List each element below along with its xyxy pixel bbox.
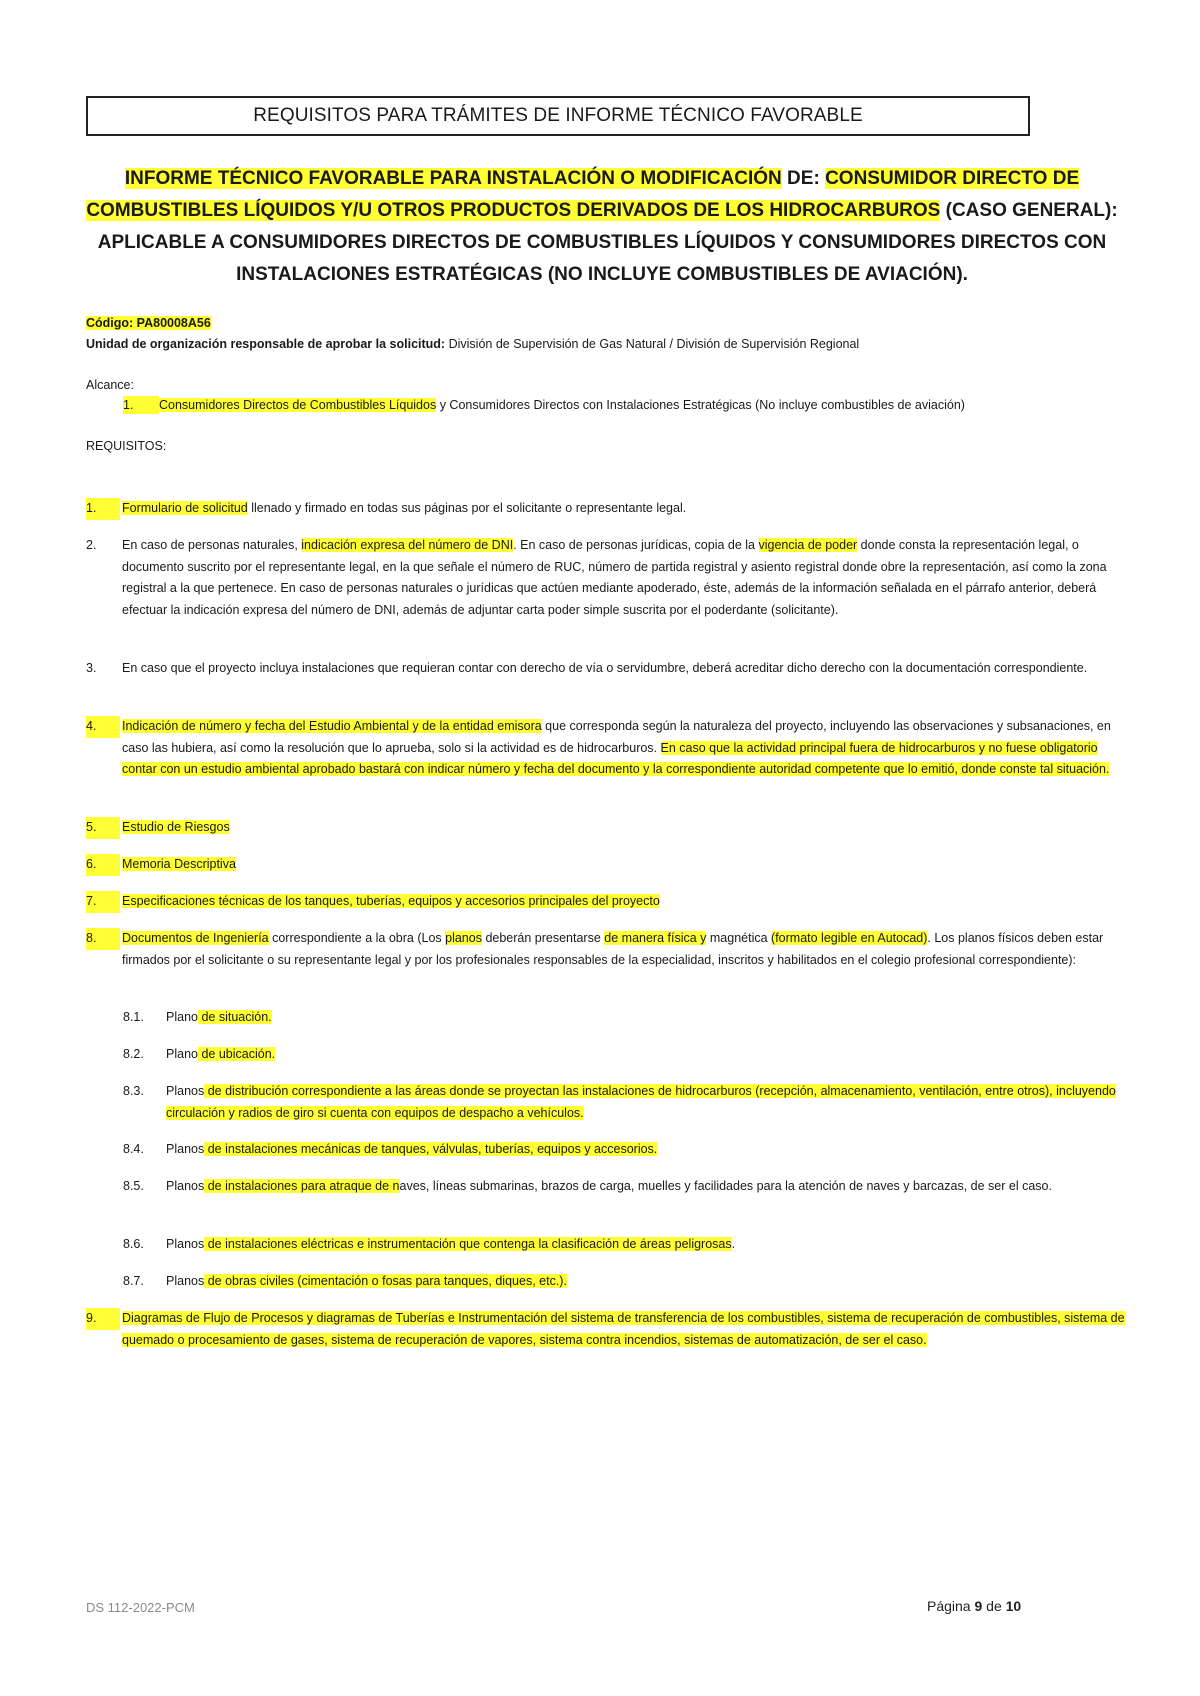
req-6-text: Memoria Descriptiva bbox=[122, 857, 236, 871]
sub-number: 8.2. bbox=[123, 1047, 144, 1061]
sub-requirement-8-1 bbox=[123, 1007, 1123, 1029]
sub-requirement-8-2 bbox=[123, 1044, 1123, 1066]
sub-number: 8.6. bbox=[123, 1237, 144, 1251]
sub-number: 8.4. bbox=[123, 1142, 144, 1156]
title-part-4: (CASO GENERAL): APLICABLE A CONSUMIDORES DIRECTOS DE COMBUSTIBLES LÍQUIDOS Y CONSUMIDORES DIRECTOS CON INSTALACIONES ESTRATÉGICAS (NO INCLUYE COMBUSTIBLES DE AVIACIÓN). bbox=[97, 200, 1118, 285]
req-2-text-e: donde consta la representación legal, o documento suscrito por el representante legal, en la que señale el número de RUC, número de partida registral y asiento registral donde obre la representación, así como la zona registral a la que pertenece. En caso de personas naturales o jurídicas que actúen mediante apoderado, éste, además de la información señalada en el párrafo anterior, deberá efectuar la indicación expresa del número de DNI, además de adjuntar carta poder simple suscrita por el poderdante (solicitante). bbox=[122, 538, 1107, 617]
req-8-highlight-planos: planos bbox=[445, 931, 482, 945]
requisitos-label: REQUISITOS: bbox=[86, 439, 167, 453]
footer-current-page: 9 bbox=[974, 1598, 983, 1614]
sub-8-1-highlight: de situación. bbox=[197, 1010, 272, 1024]
requirement-4 bbox=[86, 716, 1126, 781]
sub-requirement-8-3 bbox=[123, 1081, 1123, 1124]
sub-requirement-8-4 bbox=[123, 1139, 1123, 1161]
sub-8-4-a: Planos bbox=[166, 1142, 205, 1156]
sub-number: 8.1. bbox=[123, 1010, 144, 1024]
req-number: 8. bbox=[86, 928, 120, 950]
req-number: 4. bbox=[86, 716, 120, 738]
requirement-6 bbox=[86, 854, 1126, 876]
sub-8-6-c: . bbox=[731, 1237, 736, 1251]
req-3-text: En caso que el proyecto incluya instalaciones que requieran contar con derecho de vía o servidumbre, deberá acreditar dicho derecho con la documentación correspondiente. bbox=[122, 661, 1088, 675]
req-8-text-h: . Los planos físicos deben estar firmados por el solicitante o su representante legal y por los profesionales responsables de la especialidad, inscritos y habilitados en el colegio profesional correspondiente): bbox=[122, 931, 1104, 967]
req-number: 1. bbox=[86, 498, 120, 520]
req-number: 2. bbox=[86, 538, 97, 552]
sub-requirement-8-6 bbox=[123, 1234, 1123, 1256]
sub-8-5-a: Planos bbox=[166, 1179, 205, 1193]
req-4-text-b: que corresponda según la naturaleza del proyecto, incluyendo las observaciones y subsanaciones, en caso las hubiera, así como la resolución que lo aprueba, solo si la actividad es de hidrocarburos. bbox=[122, 719, 1111, 755]
req-number: 6. bbox=[86, 854, 120, 876]
req-number: 9. bbox=[86, 1308, 120, 1330]
req-2-highlight-dni: indicación expresa del número de DNI bbox=[301, 538, 514, 552]
req-5-text: Estudio de Riesgos bbox=[122, 820, 230, 834]
alcance-num: 1. bbox=[123, 396, 159, 414]
sub-8-5-highlight: de instalaciones para atraque de n bbox=[204, 1179, 400, 1193]
page-header-box bbox=[86, 96, 1030, 136]
req-4-highlight-a: Indicación de número y fecha del Estudio Ambiental y de la entidad emisora bbox=[122, 719, 542, 733]
requirement-7 bbox=[86, 891, 1126, 913]
req-8-text-b: correspondiente a la obra (Los bbox=[268, 931, 446, 945]
req-8-text-f: magnética bbox=[706, 931, 772, 945]
main-title bbox=[80, 163, 1124, 291]
unidad-line bbox=[86, 335, 859, 353]
sub-number: 8.5. bbox=[123, 1179, 144, 1193]
sub-8-6-a: Planos bbox=[166, 1237, 205, 1251]
req-2-text-a: En caso de personas naturales, bbox=[122, 538, 302, 552]
alcance-item bbox=[123, 396, 1123, 414]
sub-requirement-8-7 bbox=[123, 1271, 1123, 1293]
req-2-text-c: . En caso de personas jurídicas, copia de la bbox=[513, 538, 759, 552]
req-8-highlight-autocad: (formato legible en Autocad) bbox=[771, 931, 928, 945]
req-number: 7. bbox=[86, 891, 120, 913]
requirement-2 bbox=[86, 535, 1126, 621]
requirement-3 bbox=[86, 658, 1126, 680]
req-1-highlight: Formulario de solicitud bbox=[122, 501, 248, 515]
req-8-text-d: deberán presentarse bbox=[481, 931, 605, 945]
title-part-2: DE: bbox=[781, 168, 826, 189]
requirement-5 bbox=[86, 817, 1126, 839]
header-title: REQUISITOS PARA TRÁMITES DE INFORME TÉCNICO FAVORABLE bbox=[253, 105, 863, 126]
footer-page-word: Página bbox=[927, 1598, 975, 1614]
title-part-3: CONSUMIDOR DIRECTO DE COMBUSTIBLES LÍQUIDOS Y/U OTROS PRODUCTOS DERIVADOS DE LOS HIDROCARBUROS bbox=[86, 168, 1080, 221]
footer-page-number bbox=[927, 1598, 1021, 1614]
sub-requirement-8-5 bbox=[123, 1176, 1123, 1198]
footer-of-word: de bbox=[982, 1598, 1006, 1614]
req-1-rest: llenado y firmado en todas sus páginas por el solicitante o representante legal. bbox=[247, 501, 687, 515]
req-2-highlight-poder: vigencia de poder bbox=[758, 538, 858, 552]
requirement-9 bbox=[86, 1308, 1126, 1351]
unidad-value: División de Supervisión de Gas Natural / División de Supervisión Regional bbox=[445, 337, 860, 351]
codigo: Código: PA80008A56 bbox=[86, 316, 211, 330]
sub-8-1-a: Plano bbox=[166, 1010, 198, 1024]
req-8-highlight-a: Documentos de Ingeniería bbox=[122, 931, 269, 945]
requirement-1 bbox=[86, 498, 1126, 520]
sub-number: 8.3. bbox=[123, 1084, 144, 1098]
sub-8-2-highlight: de ubicación. bbox=[197, 1047, 276, 1061]
footer-total-pages: 10 bbox=[1005, 1598, 1022, 1614]
requirement-8 bbox=[86, 928, 1126, 971]
sub-8-5-c: aves, líneas submarinas, brazos de carga, muelles y facilidades para la atención de naves y barcazas, de ser el caso. bbox=[399, 1179, 1052, 1193]
sub-8-7-a: Planos bbox=[166, 1274, 205, 1288]
unidad-label: Unidad de organización responsable de aprobar la solicitud: bbox=[86, 337, 446, 351]
req-4-highlight-c: En caso que la actividad principal fuera de hidrocarburos y no fuese obligatorio contar con un estudio ambiental aprobado bastará con indicar número y fecha del documento y la correspondiente autoridad competente que lo emitió, donde conste tal situación. bbox=[122, 740, 1110, 776]
req-7-text: Especificaciones técnicas de los tanques, tuberías, equipos y accesorios principales del proyecto bbox=[122, 894, 660, 908]
req-8-highlight-fisica: de manera física y bbox=[604, 931, 707, 945]
req-9-text: Diagramas de Flujo de Procesos y diagramas de Tuberías e Instrumentación del sistema de transferencia de los combustibles, sistema de recuperación de combustibles, sistema de quemado o procesamiento de gases, sistema de recuperación de vapores, sistema contra incendios, sistemas de automatización, de ser el caso. bbox=[122, 1311, 1125, 1347]
sub-8-2-a: Plano bbox=[166, 1047, 198, 1061]
sub-8-3-a: Planos bbox=[166, 1084, 205, 1098]
sub-number: 8.7. bbox=[123, 1274, 144, 1288]
sub-8-3-highlight: de distribución correspondiente a las áreas donde se proyectan las instalaciones de hidrocarburos (recepción, almacenamiento, ventilación, entre otros), incluyendo circulación y radios de giro si cuenta con equipos de despacho a vehículos. bbox=[166, 1084, 1116, 1120]
req-number: 5. bbox=[86, 817, 120, 839]
title-part-1: INFORME TÉCNICO FAVORABLE PARA INSTALACIÓN O MODIFICACIÓN bbox=[124, 168, 782, 189]
req-number: 3. bbox=[86, 661, 97, 675]
alcance-label: Alcance: bbox=[86, 378, 134, 392]
sub-8-6-highlight: de instalaciones eléctricas e instrumentación que contenga la clasificación de áreas peligrosas bbox=[204, 1237, 732, 1251]
footer-document-code: DS 112-2022-PCM bbox=[86, 1600, 195, 1615]
sub-8-7-highlight: de obras civiles (cimentación o fosas para tanques, diques, etc.). bbox=[204, 1274, 567, 1288]
alcance-highlight: Consumidores Directos de Combustibles Líquidos bbox=[159, 398, 437, 412]
sub-8-4-highlight: de instalaciones mecánicas de tanques, válvulas, tuberías, equipos y accesorios. bbox=[204, 1142, 658, 1156]
alcance-rest: y Consumidores Directos con Instalaciones Estratégicas (No incluye combustibles de aviación) bbox=[436, 398, 965, 412]
codigo-line bbox=[86, 314, 211, 332]
